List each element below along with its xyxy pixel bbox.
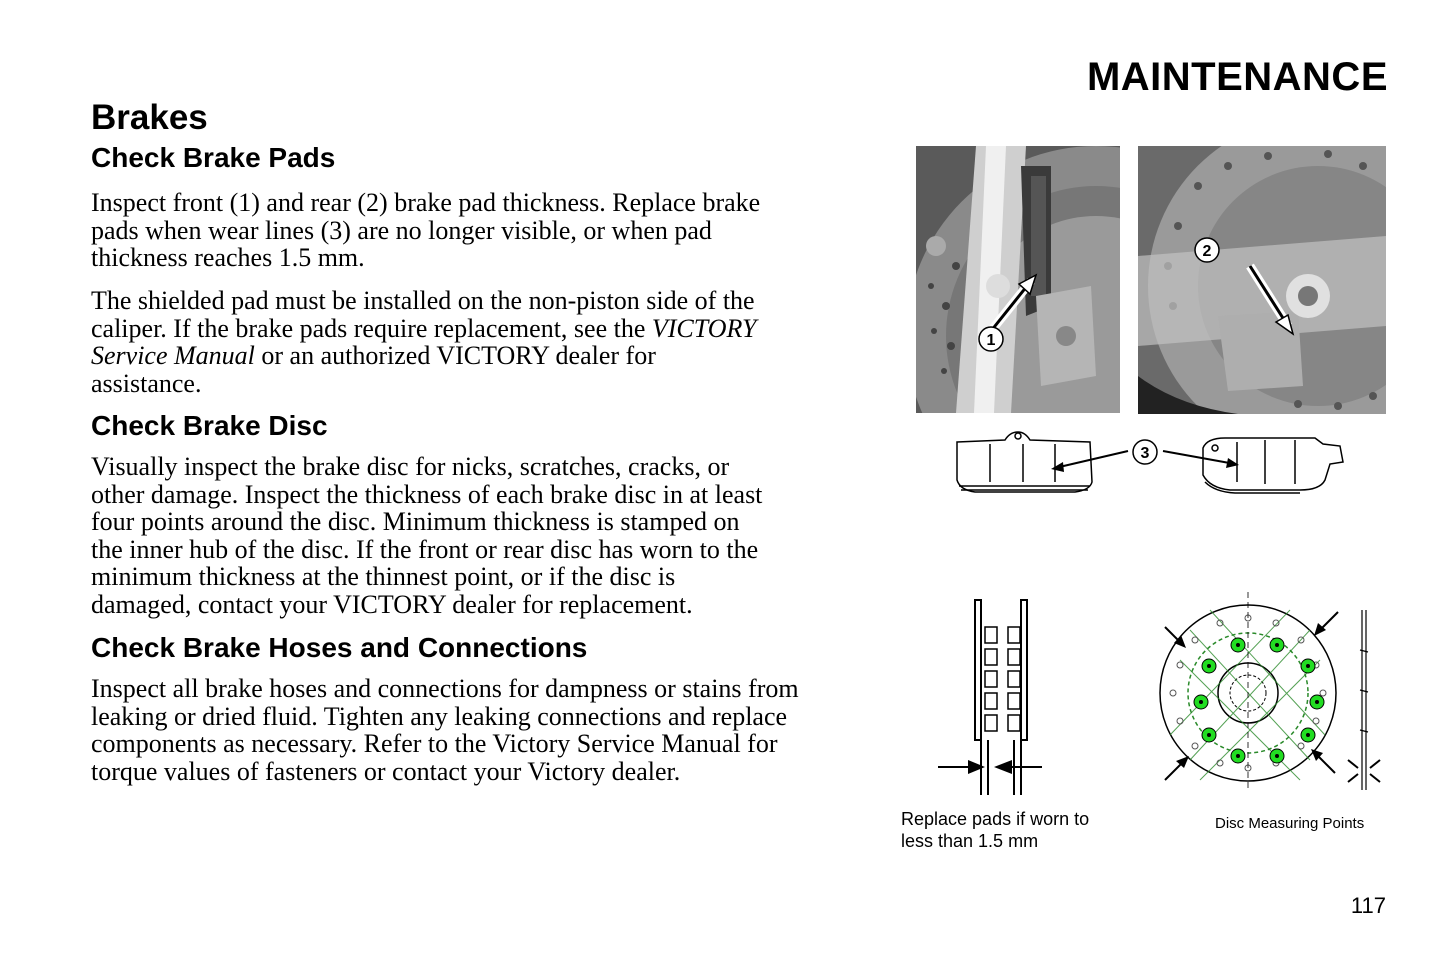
hoses-heading: Check Brake Hoses and Connections xyxy=(91,632,588,663)
rear-brake-illustration xyxy=(1138,146,1386,414)
disc-heading: Check Brake Disc xyxy=(91,410,328,441)
text-line: components as necessary. Refer to the Victory Service Manual for xyxy=(91,729,778,759)
callout-1-label: 1 xyxy=(986,332,996,349)
pads-heading: Check Brake Pads xyxy=(91,142,336,173)
disc-measuring-diagram xyxy=(1150,590,1390,800)
pad-thickness-diagram xyxy=(930,595,1050,800)
rear-brake-photo xyxy=(1138,146,1386,414)
manual-title-emphasis: VICTORY xyxy=(651,313,757,343)
pads-paragraph-1 xyxy=(91,189,760,272)
text-line: Visually inspect the brake disc for nicks, scratches, cracks, or xyxy=(91,452,730,481)
page-header-title: MAINTENANCE xyxy=(1086,55,1388,99)
disc-paragraph xyxy=(91,453,762,619)
text-line: thickness reaches 1.5 mm. xyxy=(91,243,365,273)
pad-caption xyxy=(901,808,1089,852)
text-line: pads when wear lines (3) are no longer visible, or when pad xyxy=(91,215,712,245)
text-line: Inspect all brake hoses and connections for dampness or stains from xyxy=(91,674,799,703)
front-brake-illustration xyxy=(916,146,1120,413)
text-line: four points around the disc. Minimum thickness is stamped on xyxy=(91,507,740,537)
callout-3-label: 3 xyxy=(1140,445,1150,462)
text-line: Inspect front (1) and rear (2) brake pad thickness. Replace brake xyxy=(91,188,761,217)
caption-line: less than 1.5 mm xyxy=(901,831,1039,851)
disc-caption: Disc Measuring Points xyxy=(1215,815,1365,832)
brake-pads-diagram xyxy=(945,420,1375,500)
text-line: torque values of fasteners or contact your Victory dealer. xyxy=(91,756,681,786)
text-line: caliper. If the brake pads require replacement, see the xyxy=(91,313,652,343)
text-line: The shielded pad must be installed on the non-piston side of the xyxy=(91,286,755,315)
callout-2-label: 2 xyxy=(1202,243,1212,260)
hoses-paragraph xyxy=(91,675,799,785)
manual-title-emphasis: Service Manual xyxy=(91,341,255,371)
front-brake-photo xyxy=(916,146,1120,413)
text-line: the inner hub of the disc. If the front or rear disc has worn to the xyxy=(91,534,759,564)
pads-paragraph-2 xyxy=(91,287,756,397)
text-line: or an authorized VICTORY dealer for xyxy=(254,341,656,371)
text-line: minimum thickness at the thinnest point, or if the disc is xyxy=(91,562,676,592)
caption-line: Replace pads if worn to xyxy=(901,809,1090,829)
text-line: damaged, contact your VICTORY dealer for replacement. xyxy=(91,589,693,619)
section-title: Brakes xyxy=(91,98,208,137)
text-line: assistance. xyxy=(91,368,202,398)
page-number: 117 xyxy=(1350,893,1386,918)
text-line: leaking or dried fluid. Tighten any leaking connections and replace xyxy=(91,701,788,731)
text-line: other damage. Inspect the thickness of each brake disc in at least xyxy=(91,479,763,509)
